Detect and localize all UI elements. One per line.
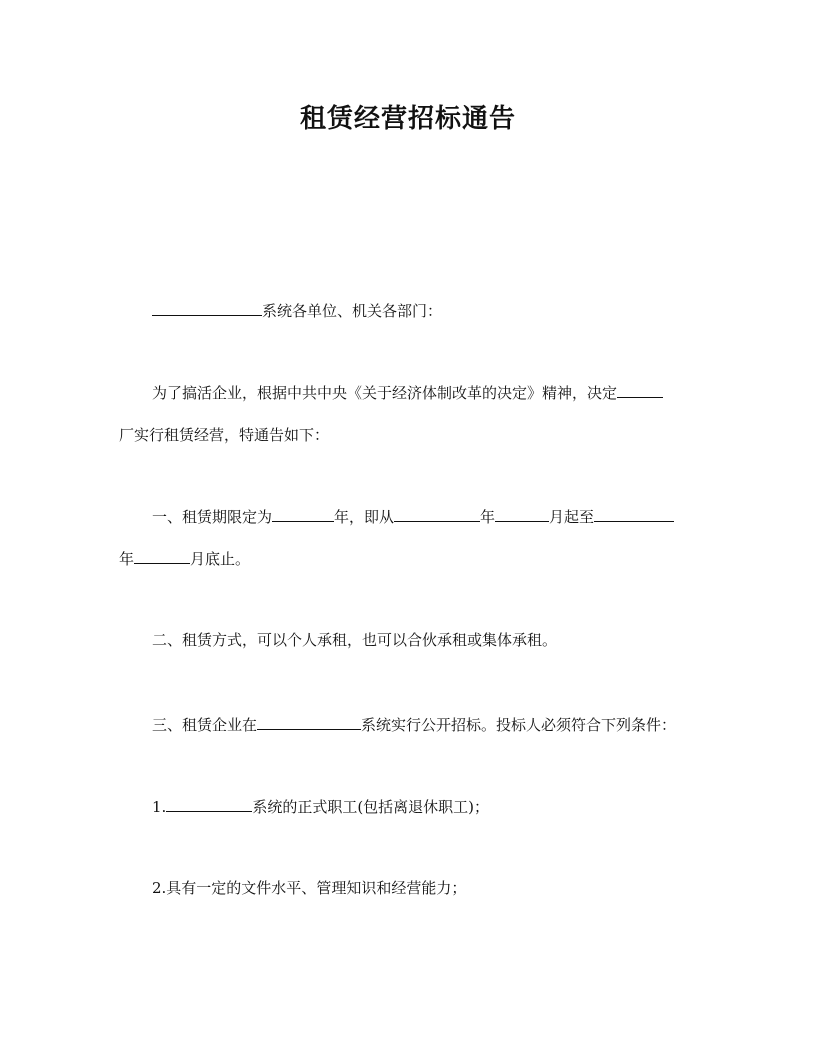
- clause-2-line: [152, 630, 557, 650]
- condition-1-line: [152, 796, 489, 817]
- blank-field: [594, 506, 674, 522]
- salutation-text: 系统各单位、机关各部门：: [262, 302, 443, 320]
- clause-1-line-2: [119, 548, 250, 569]
- blank-field: [257, 714, 361, 730]
- blank-field: [394, 506, 480, 522]
- clause-3-text-a: 三、租赁企业在: [152, 716, 258, 734]
- blank-field: [134, 548, 190, 564]
- intro-line-2: [119, 425, 329, 445]
- intro-line-1: [152, 382, 663, 403]
- condition-2-text: 2.具有一定的文件水平、管理知识和经营能力；: [152, 879, 467, 897]
- blank-field: [166, 796, 252, 812]
- clause-3-line: [152, 714, 676, 735]
- clause-1-line-1: [152, 506, 674, 527]
- clause-2-text: 二、租赁方式，可以个人承租，也可以合伙承租或集体承租。: [152, 631, 558, 649]
- condition-1-text-b: 系统的正式职工(包括离退休职工)；: [252, 798, 490, 816]
- blank-field: [495, 506, 549, 522]
- intro-text-1: 为了搞活企业，根据中共中央《关于经济体制改革的决定》精神，决定: [152, 384, 618, 402]
- condition-1-text-a: 1.: [152, 798, 167, 816]
- salutation-line: [152, 300, 442, 321]
- clause-3-text-b: 系统实行公开招标。投标人必须符合下列条件：: [361, 716, 677, 734]
- intro-text-2: 厂实行租赁经营，特通告如下：: [119, 426, 330, 444]
- document-title: 租赁经营招标通告: [299, 104, 516, 134]
- clause-1-text-e: 年: [119, 550, 135, 568]
- condition-2-line: [152, 878, 466, 898]
- clause-1-text-b: 年，即从: [334, 508, 395, 526]
- blank-field: [617, 382, 663, 398]
- clause-1-text-c: 年: [480, 508, 496, 526]
- blank-field: [272, 506, 334, 522]
- clause-1-text-a: 一、租赁期限定为: [152, 508, 273, 526]
- clause-1-text-f: 月底止。: [190, 550, 251, 568]
- clause-1-text-d: 月起至: [549, 508, 595, 526]
- blank-field: [152, 300, 262, 316]
